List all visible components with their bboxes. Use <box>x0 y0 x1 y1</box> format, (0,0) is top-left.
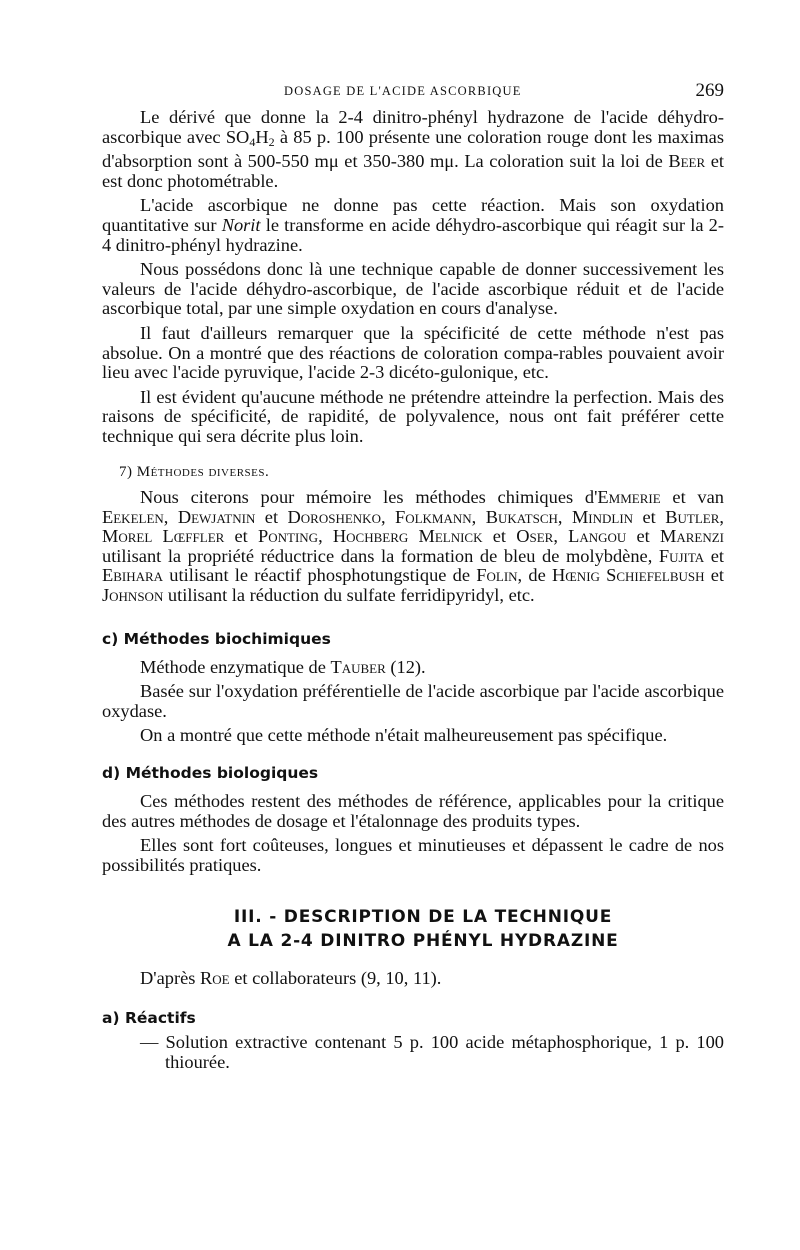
section-title-line-1: III. - DESCRIPTION DE LA TECHNIQUE <box>233 907 613 928</box>
paragraph-norit: L'acide ascorbique ne donne pas cette réaction. Mais son oxydation quantitative sur Norit le transforme en acide déhydro-ascorbique qui réagit sur la 2-4 dinitro-phényl hydrazine. <box>102 195 724 255</box>
paragraph-roe: D'après Roe et collaborateurs (9, 10, 11). <box>140 968 442 989</box>
running-head: DOSAGE DE L'ACIDE ASCORBIQUE <box>284 84 522 98</box>
paragraph-costly: Elles sont fort coûteuses, longues et minutieuses et dépassent le cadre de nos possibilités pratiques. <box>102 835 724 875</box>
paragraph-non-specific: On a montré que cette méthode n'était malheureusement pas spécifique. <box>140 725 668 746</box>
paragraph-beer-law: Le dérivé que donne la 2-4 dinitro-phényl hydrazone de l'acide déhydro-ascorbique avec $SO_4H_2$ à 85 p. 100 présente une coloration rouge dont les maximas d'absorption sont à 500-550 mμ et 350-380 mμ. La coloration suit la loi de Beer et est donc photométrable. <box>102 107 724 191</box>
heading-reactifs: a) Réactifs <box>102 1009 196 1027</box>
heading-methodes-biologiques: d) Méthodes biologiques <box>102 764 319 783</box>
page-number: 269 <box>695 80 724 101</box>
section-title-line-2: A LA 2-4 DINITRO PHÉNYL HYDRAZINE <box>227 931 619 952</box>
paragraph-technique: Nous possédons donc là une technique capable de donner successivement les valeurs de l'acide déhydro-ascorbique, de l'acide ascorbique réduit et de l'acide ascorbique total, par une simple oxydation en cours d'analyse. <box>102 259 724 319</box>
section-title <box>102 905 724 953</box>
paragraph-oxydase: Basée sur l'oxydation préférentielle de l'acide ascorbique par l'acide ascorbique oxydase. <box>102 681 724 721</box>
page <box>102 78 724 1072</box>
page-header <box>102 78 724 108</box>
paragraph-tauber: Méthode enzymatique de Tauber (12). <box>140 656 426 677</box>
paragraph-specificity: Il faut d'ailleurs remarquer que la spécificité de cette méthode n'est pas absolue. On a montré que des réactions de coloration compa-rables pouvaient avoir lieu avec l'acide pyruvique, l'acide 2-3 dicéto-gulonique, etc. <box>102 322 724 383</box>
heading-methodes-biochimiques: c) Méthodes biochimiques <box>102 629 331 648</box>
paragraph-reference-methods: Ces méthodes restent des méthodes de référence, applicables pour la critique des autres méthodes de dosage et l'étalonnage des produits types. <box>102 791 724 831</box>
heading-methodes-diverses: 7) Méthodes diverses. <box>119 463 270 480</box>
paragraph-chemical-methods: Nous citerons pour mémoire les méthodes chimiques d'Emmerie et van Eekelen, Dewjatnin et Doroshenko, Folkmann, Bukatsch, Mindlin et Butler, Morel Lœffler et Ponting, Hochberg Melnick et Oser, Langou et Marenzi utilisant la propriété réductrice dans la formation de bleu de molybdène, Fujita et Ebihara utilisant le réactif phosphotungstique de Folin, de Hœnig Schiefelbush et Johnson utilisant la réduction du sulfate ferridipyridyl, etc. <box>102 487 725 606</box>
list-item-reagent: — Solution extractive contenant 5 p. 100 acide métaphosphorique, 1 p. 100 thiourée. <box>140 1032 724 1072</box>
paragraph-perfection: Il est évident qu'aucune méthode ne prétendre atteindre la perfection. Mais des raisons de spécificité, de rapidité, de polyvalence, nous ont fait préférer cette technique qui sera décrite plus loin. <box>102 386 724 446</box>
author-name: Beer <box>668 151 706 172</box>
